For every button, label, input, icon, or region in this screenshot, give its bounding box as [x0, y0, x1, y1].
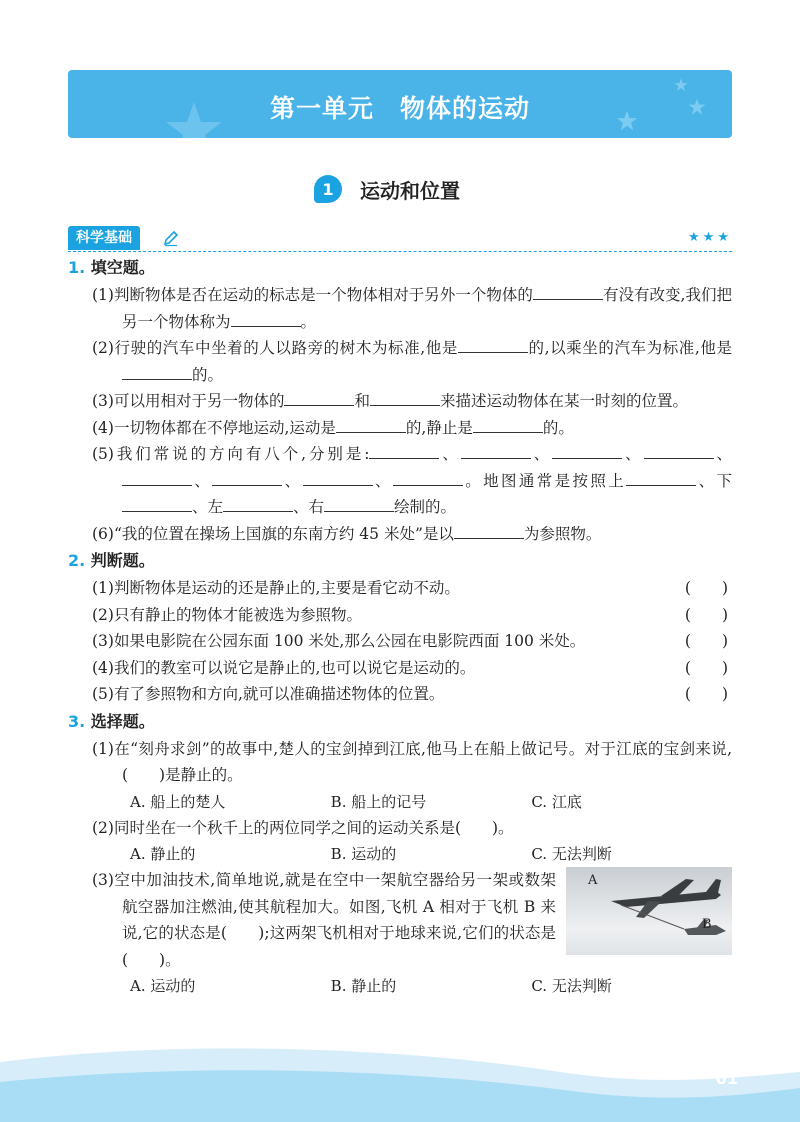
option-c[interactable]: C. 无法判断: [531, 845, 612, 863]
item-text: 的。: [542, 418, 574, 437]
item-text: (1)判断物体是运动的还是静止的,主要是看它动不动。: [92, 579, 460, 597]
answer-blank[interactable]: [393, 484, 463, 486]
question-number: 2: [68, 551, 80, 570]
difficulty-rating: ★★★: [688, 230, 732, 245]
option-c[interactable]: C. 无法判断: [531, 977, 612, 995]
answer-blank[interactable]: [122, 510, 192, 512]
item-text: 、: [192, 471, 213, 490]
true-false-item: [68, 575, 732, 602]
answer-blank[interactable]: [369, 457, 439, 459]
item-text: 。: [300, 312, 317, 331]
answer-blank[interactable]: [626, 484, 696, 486]
option-c[interactable]: C. 江底: [531, 792, 582, 811]
answer-blank[interactable]: [122, 484, 192, 486]
fill-blank-item: [68, 441, 732, 521]
choice-question: [68, 736, 732, 815]
item-text: (4)一切物体都在不停地运动,运动是: [92, 418, 336, 437]
item-text: 、: [622, 445, 644, 463]
item-text: 、右: [293, 498, 325, 516]
answer-blank[interactable]: [223, 510, 293, 512]
item-text: 的,以乘坐的汽车为标准,他是: [527, 339, 732, 357]
figure-label-a: A: [588, 873, 598, 888]
fill-blank-item: [68, 388, 732, 415]
answer-parentheses[interactable]: ( ): [684, 658, 728, 677]
question-title: 选择题。: [90, 711, 155, 731]
item-text: (4)我们的教室可以说它是静止的,也可以说它是运动的。: [92, 658, 476, 677]
true-false-item: [68, 628, 732, 655]
item-text: 和: [354, 392, 370, 410]
item-text: 、: [530, 445, 553, 463]
item-text: (3)可以用相对于另一物体的: [92, 392, 285, 410]
true-false-item: [68, 655, 732, 682]
question-number: 3: [68, 711, 80, 731]
answer-blank[interactable]: [454, 537, 524, 539]
answer-blank[interactable]: [644, 457, 714, 459]
question-title: 判断题。: [90, 551, 155, 570]
page-number: 01: [715, 1069, 738, 1088]
item-text: 、: [713, 445, 732, 463]
exercise-content: [68, 254, 732, 999]
options-row: [68, 841, 732, 867]
choice-item: [68, 736, 732, 789]
option-a[interactable]: A. 静止的: [130, 845, 196, 863]
unit-title: 第一单元 物体的运动: [269, 94, 530, 123]
choice-item: [68, 815, 732, 842]
item-text: (2)行驶的汽车中坐着的人以路旁的树木为标准,他是: [92, 339, 458, 357]
fill-blank-item: [68, 415, 732, 442]
fill-blank-item: [68, 521, 732, 548]
true-false-item: [68, 602, 732, 629]
item-text: 、左: [192, 498, 224, 516]
answer-blank[interactable]: [122, 378, 192, 380]
item-text: (5)我们常说的方向有八个,分别是:: [92, 445, 370, 463]
option-a[interactable]: A. 船上的楚人: [130, 792, 226, 811]
section-header: [68, 226, 732, 252]
item-text: 的,静止是: [405, 418, 473, 437]
item-text: (3)如果电影院在公园东面 100 米处,那么公园在电影院西面 100 米处。: [92, 632, 586, 650]
figure-label-b: B: [702, 917, 712, 932]
item-text: 、: [282, 471, 303, 490]
answer-parentheses[interactable]: ( ): [684, 605, 728, 624]
option-a[interactable]: A. 运动的: [130, 977, 196, 995]
item-text: 绘制的。: [394, 498, 457, 516]
question-number: 1: [68, 258, 80, 277]
item-text: (5)有了参照物和方向,就可以准确描述物体的位置。: [92, 685, 445, 703]
fill-blank-list: [68, 282, 732, 547]
question-heading: 3. 选择题。: [68, 711, 155, 731]
question-heading: 2. 判断题。: [68, 551, 155, 570]
answer-blank[interactable]: [458, 351, 528, 353]
item-text: (3)空中加油技术,简单地说,就是在空中一架航空器给另一架或数架航空器加注燃油,使其航程加大。如图,飞机 A 相对于飞机 B 来说,它的状态是( );这两架飞机相对于地球来说,它们的状态是( )。: [92, 871, 556, 969]
item-text: 、下: [696, 471, 732, 490]
choice-question: [68, 867, 732, 999]
item-text: 有没有改变,我们把另一个物体称为: [122, 286, 732, 331]
item-text: 、: [439, 445, 461, 463]
item-text: (1)在“刻舟求剑”的故事中,楚人的宝剑掉到江底,他马上在船上做记号。对于江底的宝剑来说,( )是静止的。: [92, 739, 732, 784]
choice-item: [68, 867, 732, 973]
options-row: [68, 789, 732, 815]
choice-question: [68, 815, 732, 868]
answer-blank[interactable]: [552, 457, 622, 459]
answer-blank[interactable]: [231, 325, 301, 327]
answer-blank[interactable]: [284, 404, 354, 406]
answer-parentheses[interactable]: ( ): [684, 579, 728, 597]
answer-parentheses[interactable]: ( ): [684, 632, 728, 650]
unit-banner: [68, 70, 732, 138]
footer-wave: [0, 1032, 800, 1122]
answer-parentheses[interactable]: ( ): [684, 685, 728, 703]
section-tag: 科学基础: [68, 226, 140, 250]
pencil-icon: [162, 229, 180, 247]
answer-blank[interactable]: [370, 404, 440, 406]
item-text: (2)只有静止的物体才能被选为参照物。: [92, 605, 362, 624]
answer-blank[interactable]: [324, 510, 394, 512]
lesson-heading: [314, 174, 460, 204]
item-text: 为参照物。: [523, 524, 602, 543]
options-row: [68, 973, 732, 999]
item-text: 、: [372, 471, 393, 490]
answer-blank[interactable]: [473, 431, 543, 433]
section-divider: [68, 251, 732, 252]
lesson-title: 运动和位置: [360, 178, 460, 203]
fill-blank-item: [68, 282, 732, 335]
answer-blank[interactable]: [303, 484, 373, 486]
item-text: 。地图通常是按照上: [462, 471, 627, 490]
fill-blank-item: [68, 335, 732, 388]
item-text: 来描述运动物体在某一时刻的位置。: [439, 392, 688, 410]
item-text: (1)判断物体是否在运动的标志是一个物体相对于另外一个物体的: [92, 286, 533, 304]
true-false-list: [68, 575, 732, 708]
option-b[interactable]: B. 运动的: [330, 845, 397, 863]
multiple-choice-list: [68, 736, 732, 1000]
item-text: 的。: [192, 365, 224, 384]
answer-blank[interactable]: [212, 484, 282, 486]
question-heading: 1. 填空题。: [68, 258, 155, 277]
answer-blank[interactable]: [336, 431, 406, 433]
item-text: (6)“我的位置在操场上国旗的东南方约 45 米处”是以: [92, 524, 454, 543]
answer-blank[interactable]: [533, 298, 603, 300]
answer-blank[interactable]: [461, 457, 531, 459]
question-title: 填空题。: [90, 258, 155, 277]
option-b[interactable]: B. 船上的记号: [330, 792, 427, 811]
true-false-item: [68, 681, 732, 708]
item-text: (2)同时坐在一个秋千上的两位同学之间的运动关系是( )。: [92, 818, 514, 837]
option-b[interactable]: B. 静止的: [330, 977, 397, 995]
lesson-number-badge: 1: [314, 175, 342, 203]
